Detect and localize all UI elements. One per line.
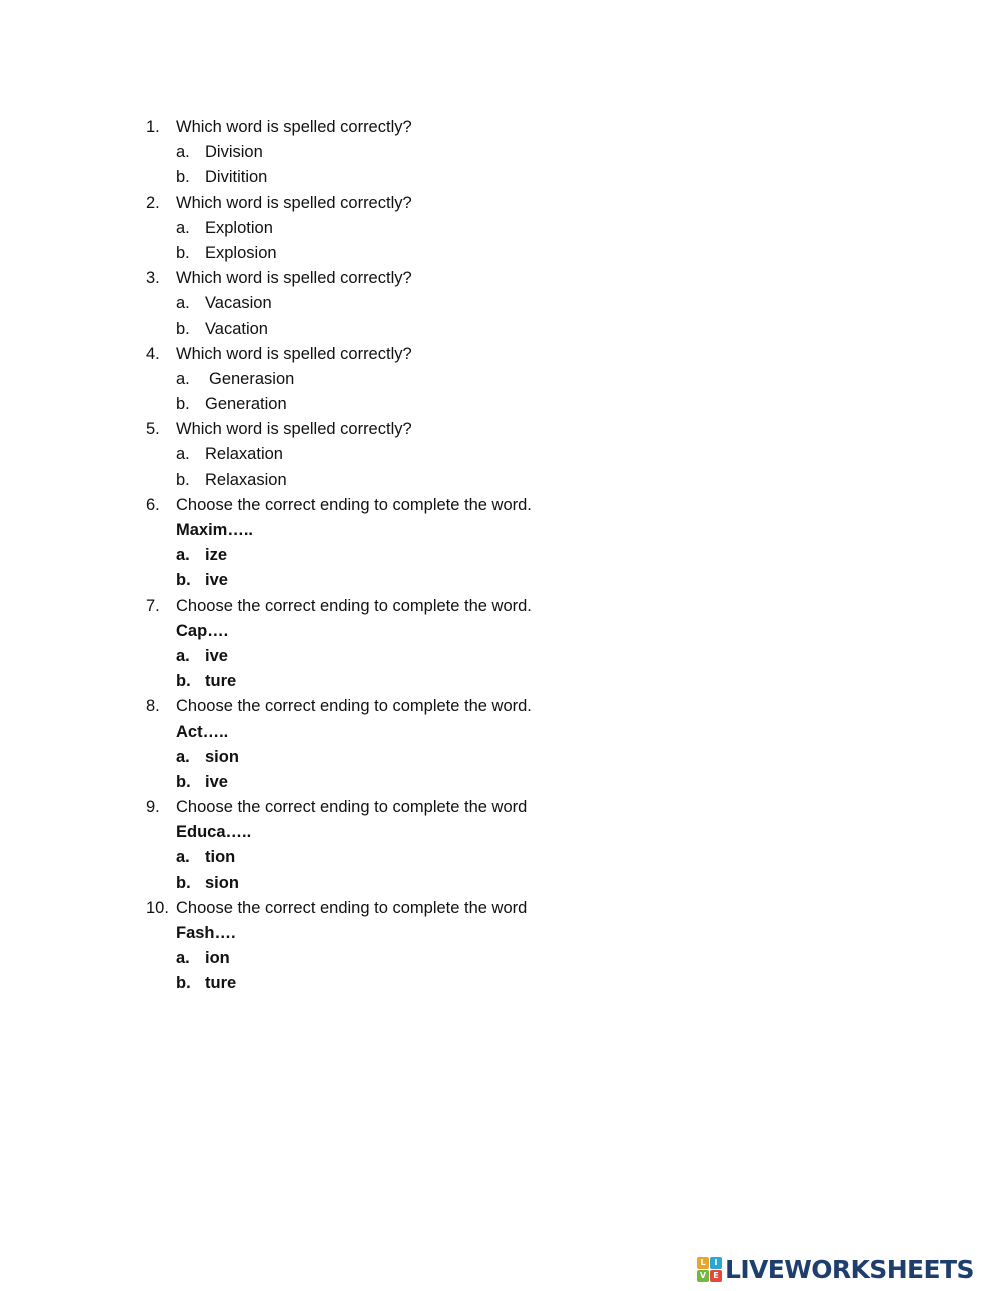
option-letter: a. <box>176 949 190 968</box>
tile-l: L <box>697 1257 709 1269</box>
option-10a[interactable] <box>0 946 1000 971</box>
option-letter: a. <box>176 369 190 388</box>
option-6b[interactable] <box>0 568 1000 593</box>
option-3b[interactable] <box>0 317 1000 342</box>
worksheet <box>0 115 1000 997</box>
option-letter: b. <box>176 873 191 892</box>
question-number: 10. <box>146 898 169 917</box>
option-text: ive <box>205 772 228 791</box>
question-prompt: Choose the correct ending to complete the word. <box>176 495 532 514</box>
question-7 <box>0 594 1000 619</box>
option-7a[interactable] <box>0 644 1000 669</box>
option-letter: a. <box>176 218 190 237</box>
tile-v: V <box>697 1270 709 1282</box>
word-stem: Act….. <box>176 722 229 741</box>
option-text: Division <box>205 143 263 162</box>
option-9a[interactable] <box>0 845 1000 870</box>
word-stem-7 <box>0 619 1000 644</box>
option-1a[interactable] <box>0 140 1000 165</box>
question-prompt: Choose the correct ending to complete the word <box>176 798 528 817</box>
option-5b[interactable] <box>0 468 1000 493</box>
question-1 <box>0 115 1000 140</box>
option-text: ive <box>205 646 228 665</box>
option-letter: b. <box>176 243 190 262</box>
option-10b[interactable] <box>0 971 1000 996</box>
question-number: 1. <box>146 118 160 136</box>
option-text: Explotion <box>205 218 273 237</box>
question-number: 2. <box>146 193 160 212</box>
liveworksheets-logo[interactable] <box>697 1255 993 1285</box>
word-stem: Maxim….. <box>176 521 254 539</box>
option-6a[interactable] <box>0 543 1000 568</box>
question-prompt: Which word is spelled correctly? <box>176 269 412 288</box>
brand-wordmark: LIVEWORKSHEETS <box>725 1255 974 1284</box>
question-5 <box>0 417 1000 442</box>
option-letter: a. <box>176 646 190 665</box>
question-number: 4. <box>146 344 160 363</box>
option-text: Vacasion <box>205 294 272 313</box>
option-letter: b. <box>176 974 191 993</box>
option-letter: a. <box>176 143 190 162</box>
option-text: ture <box>205 672 237 691</box>
word-stem: Educa….. <box>176 823 252 842</box>
option-2b[interactable] <box>0 241 1000 266</box>
question-4 <box>0 342 1000 367</box>
word-stem: Fash…. <box>176 924 236 942</box>
option-text: tion <box>205 848 236 867</box>
option-1b[interactable] <box>0 165 1000 190</box>
option-4b[interactable] <box>0 392 1000 417</box>
question-number: 9. <box>146 798 160 817</box>
option-text: sion <box>205 747 239 766</box>
option-7b[interactable] <box>0 669 1000 694</box>
question-8 <box>0 694 1000 719</box>
option-text: ion <box>205 949 230 968</box>
option-text: Vacation <box>205 319 268 338</box>
option-8b[interactable] <box>0 770 1000 795</box>
live-tiles-icon <box>697 1257 723 1283</box>
option-5a[interactable] <box>0 442 1000 467</box>
option-letter: b. <box>176 672 191 691</box>
option-letter: a. <box>176 445 190 464</box>
option-8a[interactable] <box>0 745 1000 770</box>
option-letter: b. <box>176 319 190 338</box>
question-number: 8. <box>146 697 160 716</box>
option-text: ive <box>205 571 228 590</box>
option-3a[interactable] <box>0 291 1000 316</box>
option-text: Explosion <box>205 243 277 262</box>
option-text: sion <box>205 873 239 892</box>
word-stem-8 <box>0 720 1000 745</box>
option-text: ize <box>205 546 228 565</box>
question-prompt: Which word is spelled correctly? <box>176 193 412 212</box>
question-prompt: Choose the correct ending to complete the word. <box>176 596 532 615</box>
option-text: Generation <box>205 395 287 414</box>
word-stem-6 <box>0 518 1000 543</box>
option-letter: a. <box>176 294 190 313</box>
tile-e: E <box>710 1270 722 1282</box>
word-stem-9 <box>0 820 1000 845</box>
word-stem-10 <box>0 921 1000 946</box>
option-letter: a. <box>176 848 190 867</box>
question-prompt: Which word is spelled correctly? <box>176 118 412 136</box>
option-letter: a. <box>176 747 190 766</box>
option-letter: a. <box>176 546 190 565</box>
option-text: ture <box>205 974 237 993</box>
option-letter: b. <box>176 395 190 414</box>
option-4a[interactable] <box>0 367 1000 392</box>
question-number: 3. <box>146 269 160 288</box>
question-prompt: Which word is spelled correctly? <box>176 344 412 363</box>
question-prompt: Choose the correct ending to complete the word <box>176 898 528 917</box>
word-stem: Cap…. <box>176 621 229 640</box>
tile-i: I <box>710 1257 722 1269</box>
option-text: Divitition <box>205 168 268 187</box>
option-letter: b. <box>176 470 190 489</box>
option-text: Generasion <box>209 369 295 388</box>
option-text: Relaxasion <box>205 470 287 489</box>
question-number: 5. <box>146 420 160 439</box>
option-letter: b. <box>176 168 190 187</box>
option-text: Relaxation <box>205 445 283 464</box>
question-number: 7. <box>146 596 160 615</box>
question-10 <box>0 896 1000 921</box>
option-2a[interactable] <box>0 216 1000 241</box>
question-prompt: Choose the correct ending to complete the word. <box>176 697 532 716</box>
question-number: 6. <box>146 495 160 514</box>
question-3 <box>0 266 1000 291</box>
option-letter: b. <box>176 571 191 590</box>
question-prompt: Which word is spelled correctly? <box>176 420 412 439</box>
option-letter: b. <box>176 772 191 791</box>
question-2 <box>0 191 1000 216</box>
option-9b[interactable] <box>0 871 1000 896</box>
question-9 <box>0 795 1000 820</box>
question-6 <box>0 493 1000 518</box>
